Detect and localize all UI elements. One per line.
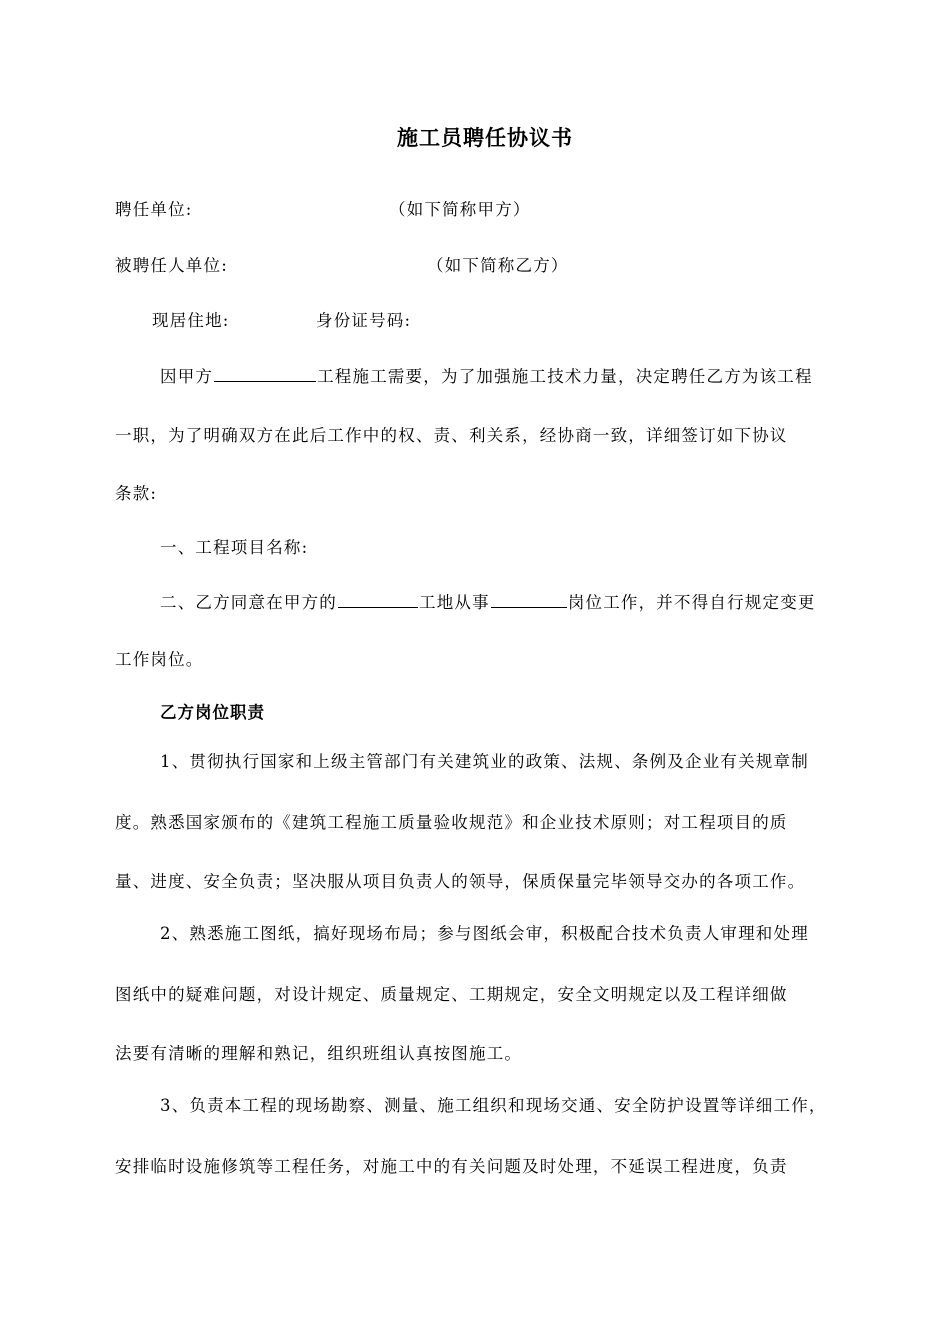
clause-two-suffix: 岗位工作，并不得自行规定变更: [567, 593, 816, 612]
duty-1-line-1-text: 1、贯彻执行国家和上级主管部门有关建筑业的政策、法规、条例及企业有关规章制: [160, 752, 809, 771]
duty-1-line-3: 量、进度、安全负责；坚决服从项目负责人的领导，保质保量完毕领导交办的各项工作。: [115, 872, 806, 891]
duty-2-line-2: 图纸中的疑难问题，对设计规定、质量规定、工期规定，安全文明规定以及工程详细做: [115, 985, 788, 1004]
position-blank: [491, 589, 567, 608]
duties-heading-text: 乙方岗位职责: [160, 703, 265, 722]
duty-2-line-3: 法要有清晰的理解和熟记，组织班组认真按图施工。: [115, 1044, 523, 1063]
employee-unit-label: 被聘任人单位:: [115, 256, 228, 275]
intro-prefix: 因甲方: [160, 367, 214, 386]
intro-line-2: 一职，为了明确双方在此后工作中的权、责、利关系，经协商一致，详细签订如下协议: [115, 426, 788, 445]
clause-two-line-2: 工作岗位。: [115, 650, 204, 669]
clause-one-text: 一、工程项目名称:: [160, 538, 309, 557]
employee-unit-line: [115, 254, 860, 278]
employer-note: （如下简称甲方）: [389, 200, 531, 219]
employer-label: 聘任单位:: [115, 200, 193, 219]
intro-suffix: 工程施工需要，为了加强施工技术力量，决定聘任乙方为该工程: [317, 367, 813, 386]
document-title: 施工员聘任协议书: [397, 126, 573, 150]
duty-3-line-1-text: 3、负责本工程的现场勘察、测量、施工组织和现场交通、安全防护设置等详细工作，: [160, 1096, 827, 1115]
residence-label: 现居住地:: [152, 311, 230, 330]
id-number-label: 身份证号码:: [316, 311, 412, 330]
intro-line-3: 条款:: [115, 484, 158, 503]
duty-1-line-2: 度。熟悉国家颁布的《建筑工程施工质量验收规范》和企业技术原则；对工程项目的质: [115, 813, 788, 832]
duty-3-line-2: 安排临时设施修筑等工程任务，对施工中的有关问题及时处理，不延误工程进度，负责: [115, 1157, 788, 1176]
intro-text: [160, 363, 813, 389]
project-blank: [214, 363, 316, 382]
employee-unit-note: （如下简称乙方）: [427, 256, 569, 275]
employer-line: [115, 198, 860, 222]
site-blank: [338, 589, 418, 608]
clause-two-text: [160, 589, 816, 615]
clause-two-prefix: 二、乙方同意在甲方的: [160, 593, 337, 612]
duty-2-line-1-text: 2、熟悉施工图纸，搞好现场布局；参与图纸会审，积极配合技术负责人审理和处理: [160, 924, 809, 943]
clause-two-mid: 工地从事: [419, 593, 490, 612]
